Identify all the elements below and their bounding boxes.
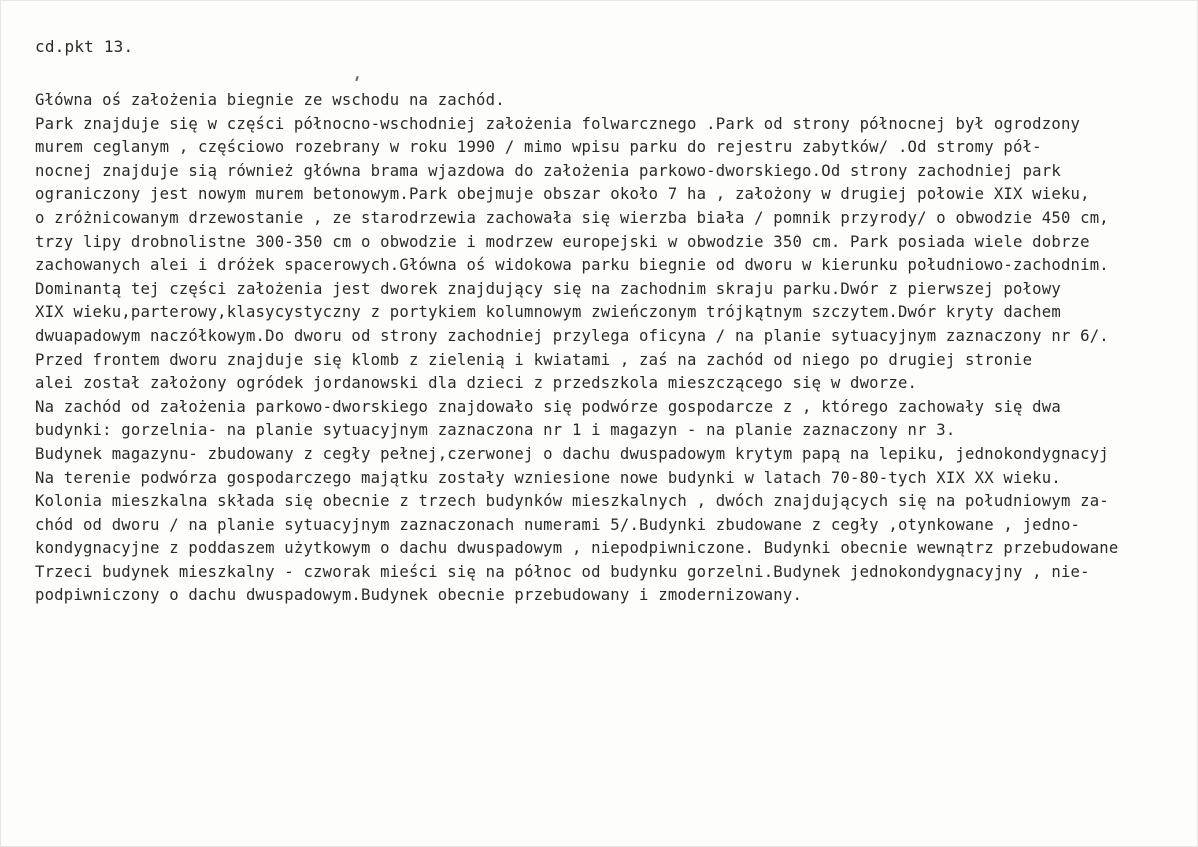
text-line: alei został założony ogródek jordanowski dla dzieci z przedszkola mieszczącego się w dworze. (35, 374, 918, 393)
text-line: trzy lipy drobnolistne 300-350 cm o obwodzie i modrzew europejski w obwodzie 350 cm. Park posiada wiele dobrze (35, 232, 1090, 251)
text-line: zachowanych alei i dróżek spacerowych.Główna oś widokowa parku biegnie od dworu w kierunku południowo-zachodnim. (35, 256, 1109, 275)
text-line: Park znajduje się w części północno-wschodniej założenia folwarcznego .Park od strony północnej był ogrodzony (35, 114, 1081, 133)
text-line: Na zachód od założenia parkowo-dworskiego znajdowało się podwórze gospodarcze z , którego zachowały się dwa (35, 397, 1061, 416)
text-line: Przed frontem dworu znajduje się klomb z zielenią i kwiatami , zaś na zachód od niego po drugiej stronie (35, 350, 1033, 369)
text-line: Trzeci budynek mieszkalny - czworak mieści się na północ od budynku gorzelni.Budynek jednokondygnacyjny , nie- (35, 562, 1090, 581)
document-body (35, 89, 1175, 608)
text-line: o zróżnicowanym drzewostanie , ze starodrzewia zachowała się wierzba biała / pomnik przyrody/ o obwodzie 450 cm, (35, 208, 1109, 227)
text-line: murem ceglanym , częściowo rozebrany w roku 1990 / mimo wpisu parku do rejestru zabytków/ .Od stromy pół- (35, 138, 1042, 157)
section-header: cd.pkt 13. (35, 37, 134, 56)
text-line: XIX wieku,parterowy,klasycystyczny z portykiem kolumnowym zwieńczonym trójkątnym szczytem.Dwór kryty dachem (35, 303, 1061, 322)
text-line: Budynek magazynu- zbudowany z cegły pełnej,czerwonej o dachu dwuspadowym krytym papą na lepiku, jednokondygnacyj (35, 444, 1109, 463)
text-line: Główna oś założenia biegnie ze wschodu na zachód. (35, 91, 505, 109)
text-line: podpiwniczony o dachu dwuspadowym.Budynek obecnie przebudowany i zmodernizowany. (35, 586, 803, 605)
text-line: chód od dworu / na planie sytuacyjnym zaznaczonach numerami 5/.Budynki zbudowane z cegły ,otynkowane , jedno- (35, 515, 1081, 534)
text-line: Kolonia mieszkalna składa się obecnie z trzech budynków mieszkalnych , dwóch znajdujących się na południowym za- (35, 492, 1109, 511)
text-line: Na terenie podwórza gospodarczego majątku zostały wzniesione nowe budynki w latach 70-80-tych XIX XX wieku. (35, 468, 1061, 487)
text-line: nocnej znajduje sią również główna brama wjazdowa do założenia parkowo-dworskiego.Od strony zachodniej park (35, 161, 1061, 180)
text-line: budynki: gorzelnia- na planie sytuacyjnym zaznaczona nr 1 i magazyn - na planie zaznaczony nr 3. (35, 421, 956, 440)
stray-pen-mark (355, 76, 358, 81)
text-line: kondygnacyjne z poddaszem użytkowym o dachu dwuspadowym , niepodpiwniczone. Budynki obecnie wewnątrz przebudowane (35, 539, 1119, 558)
text-line: Dominantą tej części założenia jest dworek znajdujący się na zachodnim skraju parku.Dwór z pierwszej połowy (35, 279, 1061, 298)
text-line: dwuapadowym naczółkowym.Do dworu od strony zachodniej przylega oficyna / na planie sytuacyjnym zaznaczony nr 6/. (35, 326, 1109, 345)
text-line: ograniczony jest nowym murem betonowym.Park obejmuje obszar około 7 ha , założony w drugiej połowie XIX wieku, (35, 185, 1090, 204)
